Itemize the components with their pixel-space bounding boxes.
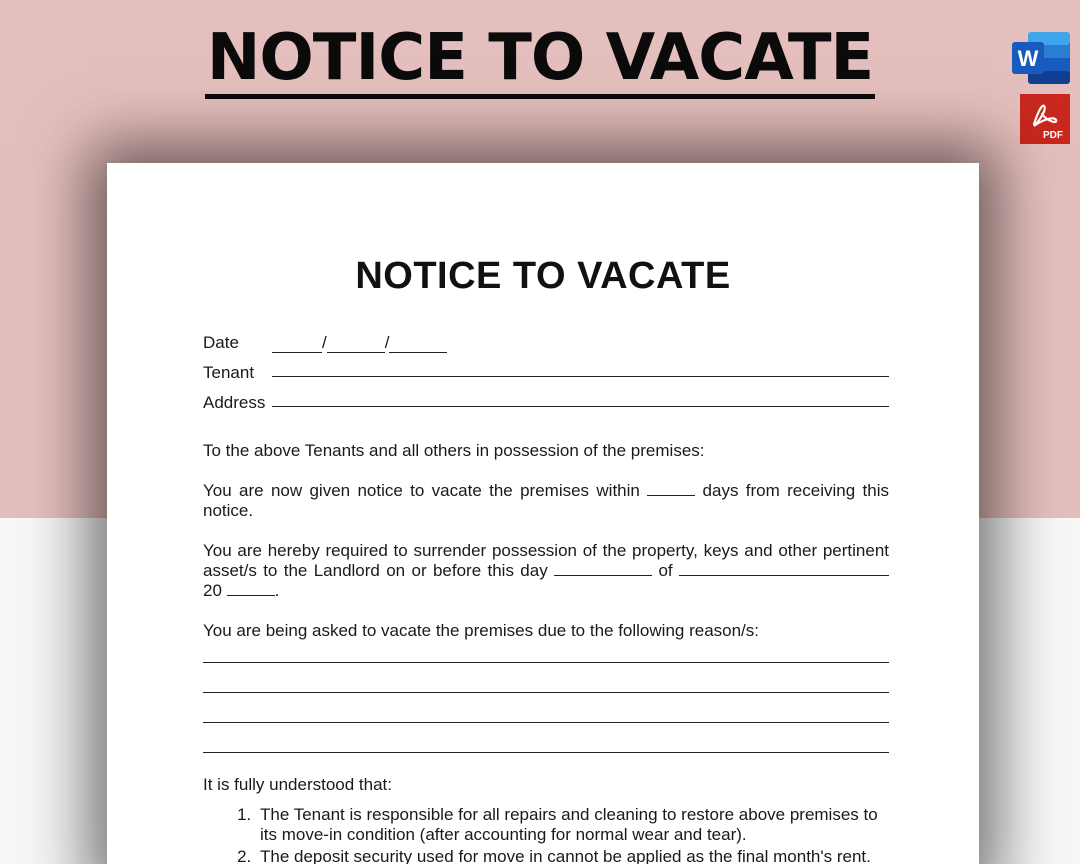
date-separator-1: / xyxy=(322,333,327,352)
date-day-blank xyxy=(327,337,385,353)
tenant-label: Tenant xyxy=(203,363,255,382)
document-page xyxy=(107,163,979,864)
surrender-year-blank xyxy=(227,582,275,596)
surrender-year-prefix: 20 xyxy=(203,581,222,600)
surrender-text: You are hereby required to surrender possession of the property, keys and other pertinent asset/s to the Landlord on or before this day xyxy=(203,541,889,580)
surrender-paragraph xyxy=(203,541,889,601)
reason-line-4 xyxy=(203,723,889,753)
surrender-end: . xyxy=(274,581,280,600)
salutation: To the above Tenants and all others in possession of the premises: xyxy=(203,441,705,460)
pdf-icon xyxy=(1020,94,1070,144)
word-icon xyxy=(1012,32,1070,84)
pdf-icon-label: PDF xyxy=(1043,130,1063,141)
date-field xyxy=(203,323,889,353)
term-item: 2. The deposit security used for move in cannot be applied as the final month's rent. xyxy=(256,847,889,864)
date-blanks xyxy=(272,333,447,353)
word-icon-letter: W xyxy=(1017,46,1039,71)
surrender-of: of xyxy=(658,561,673,580)
days-blank xyxy=(647,482,695,496)
date-month-blank xyxy=(272,337,322,353)
understood-intro: It is fully understood that: xyxy=(203,775,392,794)
tenant-field xyxy=(203,353,889,383)
surrender-month-blank xyxy=(679,562,889,576)
address-label: Address xyxy=(203,393,266,412)
surrender-day-blank xyxy=(554,562,652,576)
notice-paragraph xyxy=(203,481,889,521)
notice-text-after: days from receiving this notice. xyxy=(203,481,889,520)
terms-list xyxy=(203,805,889,864)
term-item: 1. The Tenant is responsible for all repairs and cleaning to restore above premises to its move-in condition (after accounting for normal wear and tear). xyxy=(256,805,889,845)
reason-line-1 xyxy=(203,641,889,663)
reason-intro: You are being asked to vacate the premises due to the following reason/s: xyxy=(203,621,760,640)
document-title: NOTICE TO VACATE xyxy=(355,255,731,297)
address-field xyxy=(203,383,889,413)
notice-text-before: You are now given notice to vacate the premises within xyxy=(203,481,640,500)
date-year-blank xyxy=(389,337,447,353)
document-body xyxy=(203,323,889,864)
address-blank xyxy=(272,391,889,407)
date-label: Date xyxy=(203,333,239,352)
reason-line-3 xyxy=(203,693,889,723)
banner-title-text: NOTICE TO VACATE xyxy=(205,22,875,99)
tenant-blank xyxy=(272,361,889,377)
reason-line-2 xyxy=(203,663,889,693)
banner-title xyxy=(0,22,1080,99)
date-separator-2: / xyxy=(384,333,390,352)
